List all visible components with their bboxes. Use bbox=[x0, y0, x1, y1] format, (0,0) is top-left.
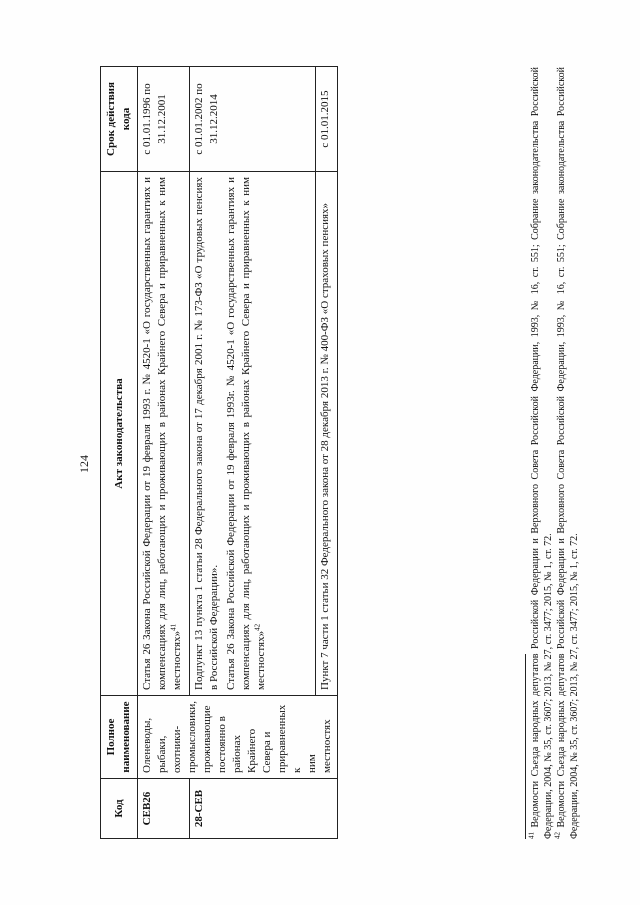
name-line: Севера и bbox=[261, 731, 273, 773]
act-text: Пункт 7 части 1 статьи 32 Федерального закона от 28 декабря 2013 г. № 400-ФЗ «О страховых пенсиях» bbox=[319, 202, 331, 690]
footnote-text: Ведомости Съезда народных депутатов Российской Федерации и Верховного Совета Российской Федерации, 1993, № 16, ст. 551; Собрание законодательства Российской Федерации, 2004, № 35, ст. 3607; 2013, № 27, ст. 3477; 2015, № 1, ст. 72. bbox=[530, 66, 554, 839]
name-line: приравненных к bbox=[276, 704, 303, 773]
cell-act bbox=[316, 172, 338, 696]
act-paragraph bbox=[140, 177, 185, 690]
name-line: Оленеводы, bbox=[141, 717, 153, 773]
act-text: Статья 26 Закона Российской Федерации от 19 февраля 1993г. № 4520-1 «О государственных гарантиях и компенсациях для лиц, работающих и проживающих в районах Крайнего Севера и приравненных к ним местностях» bbox=[225, 177, 267, 690]
header-name: Полное наименование bbox=[101, 696, 138, 779]
cell-term: с 01.01.1996 по 31.12.2001 bbox=[138, 67, 190, 172]
footnote-number: 41 bbox=[527, 832, 536, 839]
name-line: районах Крайнего bbox=[231, 728, 258, 773]
footnotes bbox=[529, 67, 581, 839]
footnote-divider bbox=[525, 654, 526, 839]
page-number: 124 bbox=[77, 455, 91, 473]
cell-act bbox=[138, 172, 190, 696]
name-line: постоянно в bbox=[216, 716, 228, 773]
cell-act bbox=[190, 172, 316, 696]
name-line: рыбаки, охотники- bbox=[156, 725, 183, 773]
footnote-ref: 42 bbox=[253, 623, 262, 631]
act-text: Подпункт 13 пункта 1 статьи 28 Федерального закона от 17 декабря 2001 г. № 173-ФЗ «О трудовых пенсиях в Российской Федерации». bbox=[193, 177, 220, 690]
cell-code: СЕВ26 bbox=[138, 779, 190, 839]
name-line: ним местностях bbox=[306, 719, 333, 773]
cell-term: с 01.01.2002 по 31.12.2014 bbox=[190, 67, 316, 172]
act-paragraph bbox=[224, 177, 269, 690]
name-line: проживающие bbox=[201, 705, 213, 773]
footnote bbox=[555, 67, 581, 839]
act-paragraph bbox=[192, 177, 222, 690]
cell-term: с 01.01.2015 bbox=[316, 67, 338, 172]
header-act: Акт законодательства bbox=[101, 172, 138, 696]
table-header-row bbox=[101, 67, 138, 839]
table-row bbox=[138, 67, 190, 839]
cell-code: 28-СЕВ bbox=[190, 779, 338, 839]
footnote bbox=[529, 67, 555, 839]
header-code: Код bbox=[101, 779, 138, 839]
cell-name bbox=[138, 696, 338, 779]
name-line: промысловики, bbox=[186, 701, 198, 773]
footnote-ref: 41 bbox=[169, 623, 178, 631]
header-term: Срок действия кода bbox=[101, 67, 138, 172]
act-paragraph bbox=[318, 177, 333, 690]
act-text: Статья 26 Закона Российской Федерации от 19 февраля 1993 г. № 4520-1 «О государственных гарантиях и компенсациях для лиц, работающих и проживающих в районах Крайнего Севера и приравненных к ним местностях» bbox=[141, 177, 183, 690]
codes-table bbox=[100, 66, 338, 839]
footnote-number: 42 bbox=[553, 832, 562, 839]
footnote-text: Ведомости Съезда народных депутатов Российской Федерации и Верховного Совета Российской Федерации, 1993, № 16, ст. 551; Собрание законодательства Российской Федерации, 2004, № 35, ст. 3607; 2013, № 27, ст. 3477; 2015, № 1, ст. 72. bbox=[556, 66, 580, 839]
